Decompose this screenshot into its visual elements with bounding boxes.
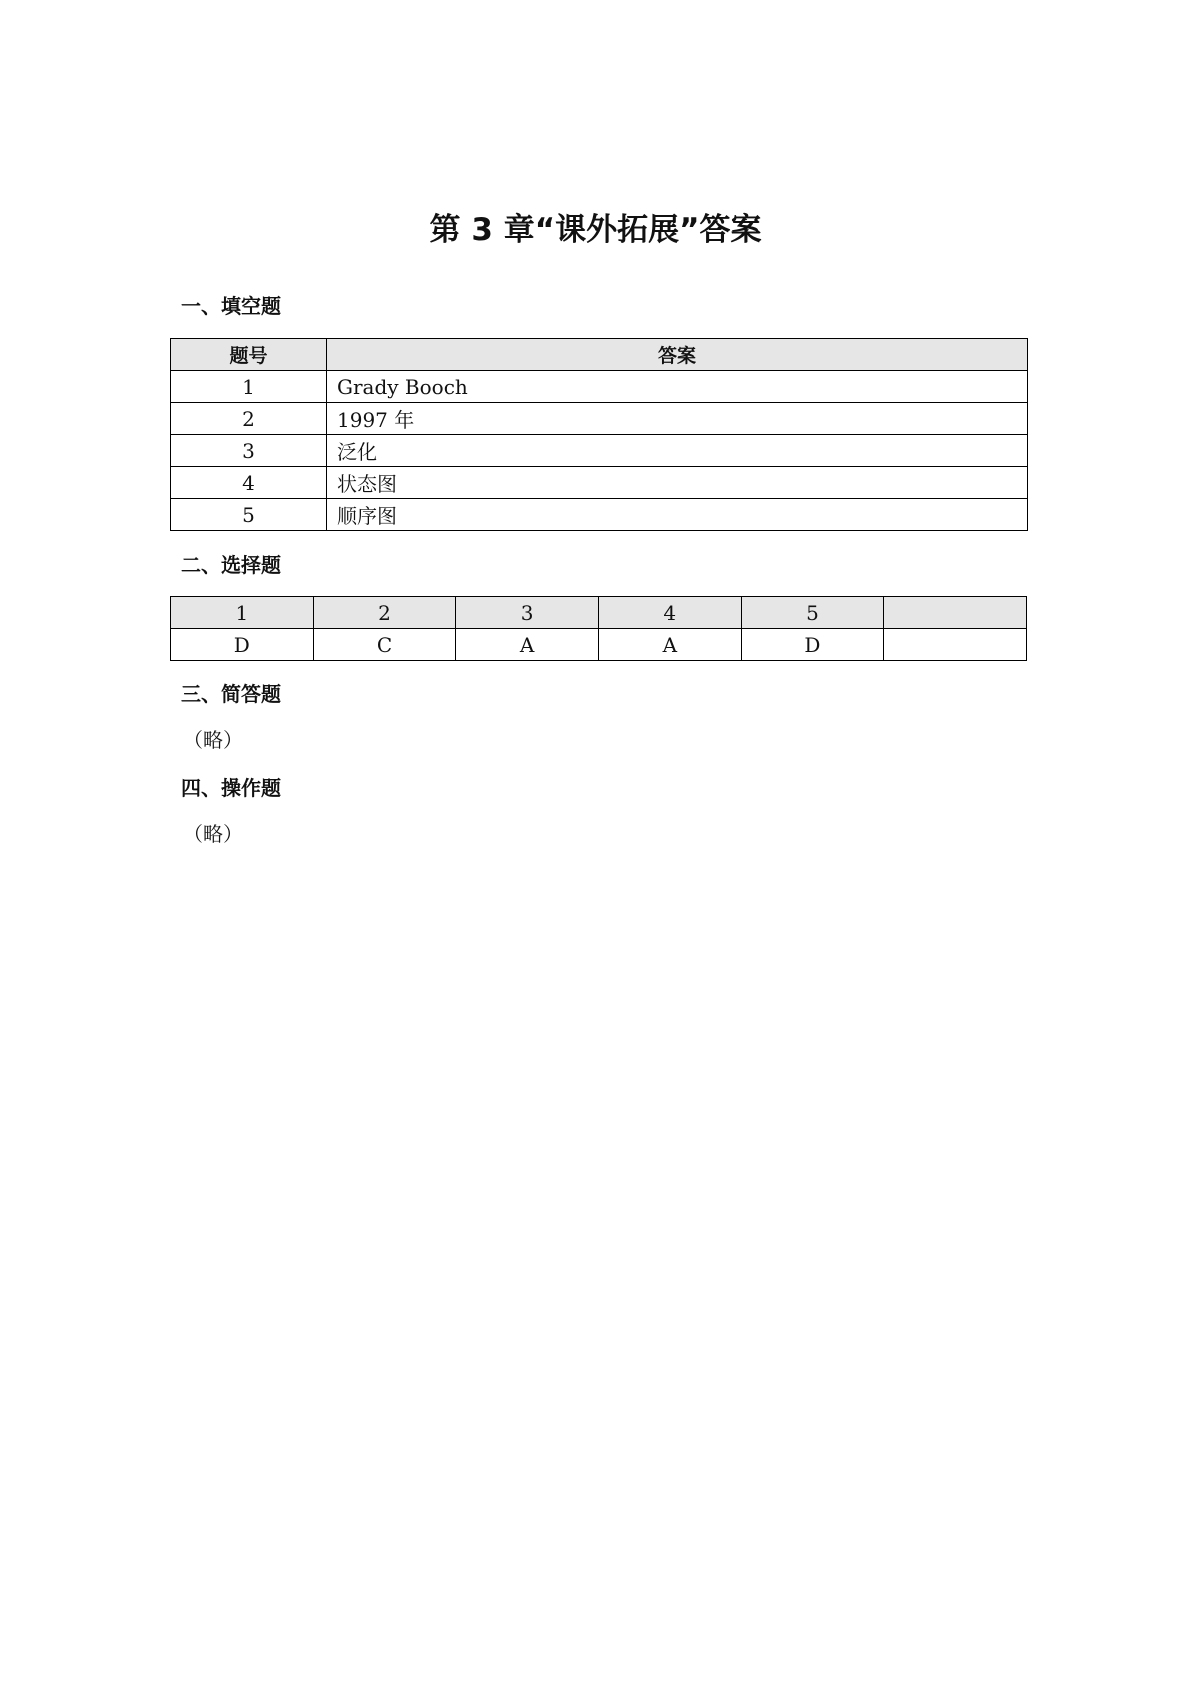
- section-heading-fill-blank: 一、填空题: [181, 294, 281, 318]
- question-number: [884, 597, 1027, 629]
- answer-row: [171, 629, 1027, 661]
- choice-answer: D: [741, 629, 884, 661]
- question-number: 1: [171, 597, 314, 629]
- row-answer: 状态图: [327, 467, 1028, 499]
- row-number: 2: [171, 403, 327, 435]
- operation-content: （略）: [183, 822, 243, 846]
- section-heading-operation: 四、操作题: [181, 776, 281, 800]
- choice-answer: [884, 629, 1027, 661]
- section-heading-choice: 二、选择题: [181, 553, 281, 577]
- choice-answer: C: [313, 629, 456, 661]
- table-row: [171, 403, 1028, 435]
- page-title: 第 3 章“课外拓展”答案: [429, 212, 762, 248]
- row-number: 3: [171, 435, 327, 467]
- choice-answer: A: [456, 629, 599, 661]
- fill-blank-table: [170, 338, 1028, 531]
- question-number: 5: [741, 597, 884, 629]
- column-header-answer: 答案: [327, 339, 1028, 371]
- table-row: [171, 467, 1028, 499]
- section-heading-short-answer: 三、简答题: [181, 682, 281, 706]
- row-number: 5: [171, 499, 327, 531]
- table-row: [171, 499, 1028, 531]
- table-row: [171, 371, 1028, 403]
- question-number: 2: [313, 597, 456, 629]
- table-row: [171, 435, 1028, 467]
- table-header-row: [171, 339, 1028, 371]
- row-answer: 顺序图: [327, 499, 1028, 531]
- choice-answer: D: [171, 629, 314, 661]
- row-answer: 泛化: [327, 435, 1028, 467]
- question-number: 4: [598, 597, 741, 629]
- row-number: 1: [171, 371, 327, 403]
- question-number-row: [171, 597, 1027, 629]
- question-number: 3: [456, 597, 599, 629]
- choice-answer: A: [598, 629, 741, 661]
- row-answer: 1997 年: [327, 403, 1028, 435]
- short-answer-content: （略）: [183, 728, 243, 752]
- choice-table: [170, 596, 1027, 661]
- row-answer: Grady Booch: [327, 371, 1028, 403]
- row-number: 4: [171, 467, 327, 499]
- column-header-number: 题号: [171, 339, 327, 371]
